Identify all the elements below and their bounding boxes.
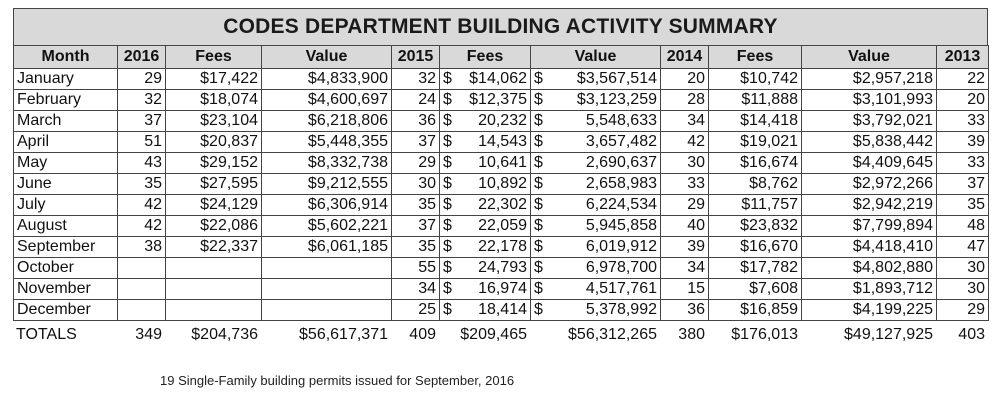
col-header-fees-2015: Fees [440, 46, 531, 69]
value-2015-cell [531, 237, 661, 258]
value-2015-cell [531, 195, 661, 216]
col-header-value-2016: Value [262, 46, 392, 69]
currency-symbol: $ [534, 217, 543, 234]
value-2016-cell [262, 279, 392, 300]
amount: 5,378,992 [585, 301, 657, 318]
fees-2015-cell [440, 132, 531, 153]
count-2014-cell: 20 [661, 69, 709, 90]
col-header-month: Month [14, 46, 118, 69]
count-2015-cell: 32 [392, 69, 440, 90]
value-2014-cell: $3,101,993 [802, 90, 937, 111]
total-value-2014: $49,127,925 [844, 326, 933, 343]
count-2016-cell: 43 [118, 153, 166, 174]
fees-2016-cell: $17,422 [166, 69, 262, 90]
fees-2016-cell: $23,104 [166, 111, 262, 132]
value-2016-cell [262, 300, 392, 321]
table-row [14, 174, 989, 195]
total-count-2013: 403 [958, 326, 985, 343]
count-2016-cell: 38 [118, 237, 166, 258]
fees-2014-cell: $16,674 [709, 153, 802, 174]
amount: 14,543 [478, 133, 527, 150]
fees-2015-cell [440, 174, 531, 195]
table-row [14, 111, 989, 132]
count-2015-cell: 36 [392, 111, 440, 132]
count-2016-cell: 42 [118, 195, 166, 216]
value-2016-cell: $6,218,806 [262, 111, 392, 132]
month-cell: May [14, 153, 118, 174]
count-2013-cell: 35 [937, 195, 989, 216]
amount: 6,224,534 [585, 196, 657, 213]
fees-2016-cell: $24,129 [166, 195, 262, 216]
month-cell: November [14, 279, 118, 300]
col-header-2013: 2013 [937, 46, 989, 69]
currency-symbol: $ [534, 175, 543, 192]
count-2014-cell: 29 [661, 195, 709, 216]
title-bar [13, 8, 988, 45]
value-2014-cell: $4,802,880 [802, 258, 937, 279]
fees-2016-cell [166, 279, 262, 300]
summary-sheet [13, 8, 988, 346]
count-2015-cell: 25 [392, 300, 440, 321]
amount: 5,945,858 [585, 217, 657, 234]
count-2016-cell: 35 [118, 174, 166, 195]
count-2013-cell: 39 [937, 132, 989, 153]
value-2015-cell [531, 174, 661, 195]
currency-symbol: $ [534, 91, 543, 108]
value-2014-cell: $4,199,225 [802, 300, 937, 321]
count-2014-cell: 33 [661, 174, 709, 195]
fees-2016-cell: $18,074 [166, 90, 262, 111]
count-2013-cell: 30 [937, 258, 989, 279]
month-cell: December [14, 300, 118, 321]
fees-2014-cell: $11,888 [709, 90, 802, 111]
fees-2014-cell: $16,670 [709, 237, 802, 258]
amount: 24,793 [478, 259, 527, 276]
fees-2014-cell: $11,757 [709, 195, 802, 216]
table-row [14, 69, 989, 90]
currency-symbol: $ [534, 112, 543, 129]
currency-symbol: $ [443, 238, 452, 255]
table-row [14, 300, 989, 321]
fees-2016-cell: $22,337 [166, 237, 262, 258]
value-2015-cell [531, 132, 661, 153]
value-2015-cell [531, 279, 661, 300]
currency-symbol: $ [443, 259, 452, 276]
fees-2015-cell [440, 111, 531, 132]
count-2013-cell: 33 [937, 111, 989, 132]
col-header-value-2014: Value [802, 46, 937, 69]
fees-2014-cell: $19,021 [709, 132, 802, 153]
value-2016-cell: $5,448,355 [262, 132, 392, 153]
count-2016-cell [118, 300, 166, 321]
value-2016-cell: $9,212,555 [262, 174, 392, 195]
count-2013-cell: 30 [937, 279, 989, 300]
count-2014-cell: 34 [661, 111, 709, 132]
fees-2014-cell: $17,782 [709, 258, 802, 279]
value-2015-cell [531, 153, 661, 174]
activity-table [13, 45, 989, 321]
fees-2015-cell [440, 153, 531, 174]
total-count-2015: 409 [409, 326, 436, 343]
count-2015-cell: 34 [392, 279, 440, 300]
currency-symbol: $ [534, 133, 543, 150]
count-2015-cell: 37 [392, 132, 440, 153]
month-cell: August [14, 216, 118, 237]
totals-row [13, 324, 988, 346]
table-row [14, 132, 989, 153]
amount: 2,658,983 [585, 175, 657, 192]
value-2014-cell: $3,792,021 [802, 111, 937, 132]
header-row [14, 46, 989, 69]
value-2016-cell [262, 258, 392, 279]
currency-symbol: $ [443, 196, 452, 213]
count-2016-cell [118, 258, 166, 279]
fees-2014-cell: $10,742 [709, 69, 802, 90]
fees-2014-cell: $16,859 [709, 300, 802, 321]
amount: 16,974 [478, 280, 527, 297]
currency-symbol: $ [534, 280, 543, 297]
value-2014-cell: $1,893,712 [802, 279, 937, 300]
fees-2016-cell [166, 300, 262, 321]
table-row [14, 258, 989, 279]
currency-symbol: $ [534, 301, 543, 318]
count-2014-cell: 28 [661, 90, 709, 111]
value-2014-cell: $2,972,266 [802, 174, 937, 195]
count-2015-cell: 55 [392, 258, 440, 279]
amount: 10,641 [478, 154, 527, 171]
count-2013-cell: 29 [937, 300, 989, 321]
table-row [14, 90, 989, 111]
month-cell: October [14, 258, 118, 279]
col-header-2014: 2014 [661, 46, 709, 69]
value-2014-cell: $2,957,218 [802, 69, 937, 90]
table-row [14, 237, 989, 258]
table-body [14, 69, 989, 321]
count-2016-cell: 29 [118, 69, 166, 90]
count-2016-cell: 51 [118, 132, 166, 153]
footnote: 19 Single-Family building permits issued for September, 2016 [160, 373, 515, 388]
amount: 22,178 [478, 238, 527, 255]
count-2015-cell: 29 [392, 153, 440, 174]
col-header-value-2015: Value [531, 46, 661, 69]
total-value-2016: $56,617,371 [299, 326, 388, 343]
currency-symbol: $ [443, 154, 452, 171]
currency-symbol: $ [443, 217, 452, 234]
fees-2016-cell: $22,086 [166, 216, 262, 237]
count-2014-cell: 39 [661, 237, 709, 258]
count-2015-cell: 30 [392, 174, 440, 195]
amount: $14,062 [469, 70, 527, 87]
currency-symbol: $ [443, 280, 452, 297]
amount: 2,690,637 [585, 154, 657, 171]
count-2016-cell: 37 [118, 111, 166, 132]
currency-symbol: $ [534, 259, 543, 276]
amount: 5,548,633 [585, 112, 657, 129]
fees-2014-cell: $7,608 [709, 279, 802, 300]
count-2016-cell: 42 [118, 216, 166, 237]
amount: $3,567,514 [576, 70, 657, 87]
count-2016-cell [118, 279, 166, 300]
value-2015-cell [531, 69, 661, 90]
fees-2015-cell [440, 195, 531, 216]
total-fees-2016: $204,736 [191, 326, 258, 343]
count-2016-cell: 32 [118, 90, 166, 111]
col-header-2015: 2015 [392, 46, 440, 69]
value-2016-cell: $6,061,185 [262, 237, 392, 258]
fees-2014-cell: $8,762 [709, 174, 802, 195]
month-cell: March [14, 111, 118, 132]
fees-2014-cell: $23,832 [709, 216, 802, 237]
count-2014-cell: 34 [661, 258, 709, 279]
value-2015-cell [531, 300, 661, 321]
fees-2016-cell: $29,152 [166, 153, 262, 174]
amount: 22,059 [478, 217, 527, 234]
value-2014-cell: $4,409,645 [802, 153, 937, 174]
total-value-2015: $56,312,265 [568, 326, 657, 343]
value-2014-cell: $5,838,442 [802, 132, 937, 153]
currency-symbol: $ [443, 133, 452, 150]
fees-2015-cell [440, 279, 531, 300]
amount: 22,302 [478, 196, 527, 213]
currency-symbol: $ [443, 175, 452, 192]
count-2015-cell: 35 [392, 195, 440, 216]
count-2013-cell: 48 [937, 216, 989, 237]
fees-2014-cell: $14,418 [709, 111, 802, 132]
value-2015-cell [531, 216, 661, 237]
currency-symbol: $ [534, 70, 543, 87]
value-2015-cell [531, 111, 661, 132]
value-2014-cell: $4,418,410 [802, 237, 937, 258]
fees-2015-cell [440, 237, 531, 258]
count-2015-cell: 24 [392, 90, 440, 111]
amount: $3,123,259 [576, 91, 657, 108]
month-cell: April [14, 132, 118, 153]
count-2013-cell: 37 [937, 174, 989, 195]
fees-2015-cell [440, 90, 531, 111]
value-2014-cell: $7,799,894 [802, 216, 937, 237]
total-count-2016: 349 [135, 326, 162, 343]
count-2015-cell: 35 [392, 237, 440, 258]
fees-2016-cell: $20,837 [166, 132, 262, 153]
count-2014-cell: 42 [661, 132, 709, 153]
month-cell: September [14, 237, 118, 258]
count-2014-cell: 36 [661, 300, 709, 321]
total-fees-2014: $176,013 [731, 326, 798, 343]
total-count-2014: 380 [678, 326, 705, 343]
amount: 3,657,482 [585, 133, 657, 150]
amount: 10,892 [478, 175, 527, 192]
currency-symbol: $ [443, 301, 452, 318]
value-2014-cell: $2,942,219 [802, 195, 937, 216]
fees-2016-cell: $27,595 [166, 174, 262, 195]
value-2015-cell [531, 90, 661, 111]
fees-2015-cell [440, 258, 531, 279]
amount: $12,375 [469, 91, 527, 108]
fees-2015-cell [440, 300, 531, 321]
page-title: CODES DEPARTMENT BUILDING ACTIVITY SUMMARY [223, 15, 778, 38]
count-2013-cell: 33 [937, 153, 989, 174]
value-2016-cell: $8,332,738 [262, 153, 392, 174]
currency-symbol: $ [534, 196, 543, 213]
count-2014-cell: 30 [661, 153, 709, 174]
table-row [14, 195, 989, 216]
total-fees-2015: $209,465 [460, 326, 527, 343]
amount: 6,978,700 [585, 259, 657, 276]
table-row [14, 216, 989, 237]
currency-symbol: $ [443, 70, 452, 87]
count-2013-cell: 47 [937, 237, 989, 258]
count-2013-cell: 22 [937, 69, 989, 90]
col-header-fees-2016: Fees [166, 46, 262, 69]
currency-symbol: $ [534, 154, 543, 171]
amount: 6,019,912 [585, 238, 657, 255]
currency-symbol: $ [534, 238, 543, 255]
fees-2015-cell [440, 69, 531, 90]
value-2016-cell: $5,602,221 [262, 216, 392, 237]
value-2016-cell: $4,600,697 [262, 90, 392, 111]
col-header-fees-2014: Fees [709, 46, 802, 69]
totals-label: TOTALS [16, 326, 77, 343]
month-cell: February [14, 90, 118, 111]
value-2015-cell [531, 258, 661, 279]
count-2015-cell: 37 [392, 216, 440, 237]
count-2014-cell: 15 [661, 279, 709, 300]
value-2016-cell: $6,306,914 [262, 195, 392, 216]
col-header-2016: 2016 [118, 46, 166, 69]
amount: 4,517,761 [585, 280, 657, 297]
count-2014-cell: 40 [661, 216, 709, 237]
month-cell: June [14, 174, 118, 195]
table-row [14, 153, 989, 174]
month-cell: July [14, 195, 118, 216]
count-2013-cell: 20 [937, 90, 989, 111]
currency-symbol: $ [443, 112, 452, 129]
value-2016-cell: $4,833,900 [262, 69, 392, 90]
fees-2015-cell [440, 216, 531, 237]
amount: 20,232 [478, 112, 527, 129]
fees-2016-cell [166, 258, 262, 279]
currency-symbol: $ [443, 91, 452, 108]
table-row [14, 279, 989, 300]
month-cell: January [14, 69, 118, 90]
amount: 18,414 [478, 301, 527, 318]
